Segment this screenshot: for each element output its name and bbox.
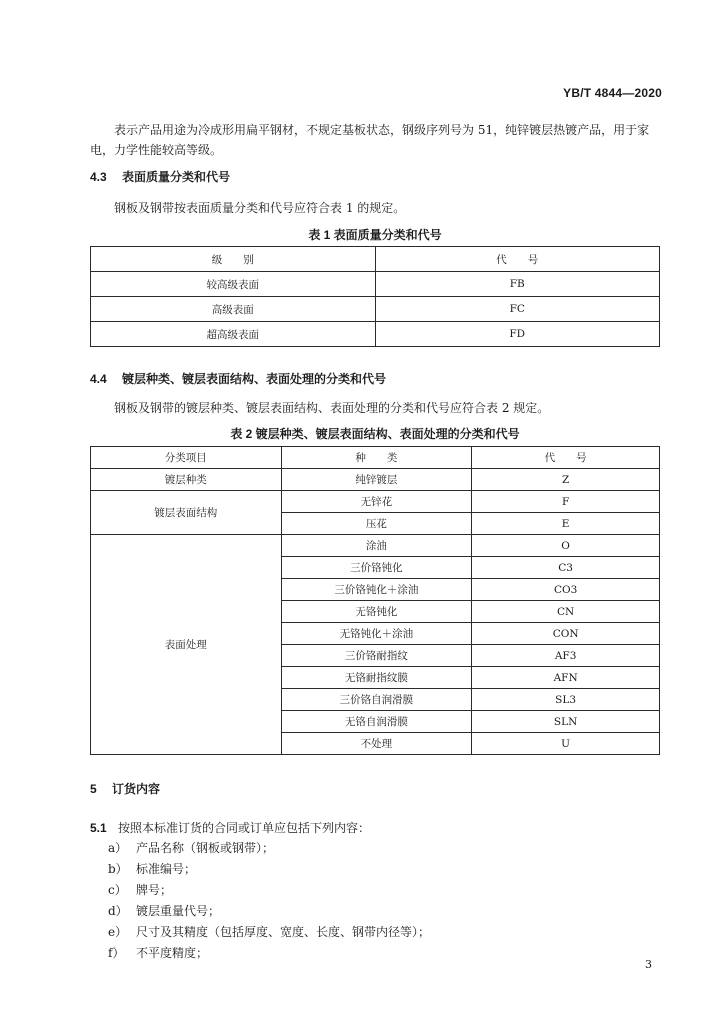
code-cell: U: [472, 733, 660, 755]
type-cell: 压花: [281, 513, 472, 535]
code-cell: Z: [472, 469, 660, 491]
table-2-caption: 表 2 镀层种类、镀层表面结构、表面处理的分类和代号: [230, 427, 520, 441]
code-cell: CN: [472, 601, 660, 623]
section-number: 5.1: [90, 821, 107, 835]
code-cell: C3: [472, 557, 660, 579]
section-5-heading: [90, 780, 160, 797]
section-5-1-body: 按照本标准订货的合同或订单应包括下列内容：: [118, 821, 371, 835]
table-row: [91, 322, 660, 347]
list-marker: e）: [108, 925, 128, 939]
table-header-row: [91, 447, 660, 469]
list-marker: b）: [108, 862, 128, 876]
code-cell: FB: [375, 272, 660, 297]
grade-cell: 超高级表面: [91, 322, 376, 347]
list-item: [108, 838, 430, 859]
section-4-3-heading: [90, 168, 230, 185]
section-title: 镀层种类、镀层表面结构、表面处理的分类和代号: [122, 372, 387, 386]
table-2: [90, 446, 660, 755]
header-cell: 级 别: [91, 247, 376, 272]
table-row: [91, 491, 660, 513]
grade-cell: 较高级表面: [91, 272, 376, 297]
type-cell: 无铬钝化: [281, 601, 472, 623]
table-row: [91, 535, 660, 557]
type-cell: 三价铬钝化＋涂油: [281, 579, 472, 601]
header-cell: 代 号: [472, 447, 660, 469]
intro-paragraph: 表示产品用途为冷成形用扁平钢材，不规定基板状态，钢级序列号为 51，纯锌镀层热镀产品，用于家电，力学性能较高等级。: [90, 123, 650, 157]
type-cell: 三价铬自润滑膜: [281, 689, 472, 711]
section-title: 表面质量分类和代号: [122, 170, 231, 184]
code-cell: AFN: [472, 667, 660, 689]
header-cell: 种 类: [281, 447, 472, 469]
type-cell: 无铬钝化＋涂油: [281, 623, 472, 645]
table-row: [91, 469, 660, 491]
grade-cell: 高级表面: [91, 297, 376, 322]
list-item: [108, 901, 430, 922]
table-header-row: [91, 247, 660, 272]
list-text: 尺寸及其精度（包括厚度、宽度、长度、钢带内径等）；: [136, 925, 431, 939]
list-item: [108, 922, 430, 943]
type-cell: 不处理: [281, 733, 472, 755]
type-cell: 无铬自润滑膜: [281, 711, 472, 733]
list-item: [108, 859, 430, 880]
list-text: 牌号；: [136, 883, 173, 897]
section-4-3-body: 钢板及钢带按表面质量分类和代号应符合表 1 的规定。: [114, 201, 406, 215]
category-cell: 镀层表面结构: [91, 491, 282, 535]
table-1: [90, 246, 660, 347]
code-cell: CON: [472, 623, 660, 645]
code-cell: E: [472, 513, 660, 535]
type-cell: 三价铬耐指纹: [281, 645, 472, 667]
type-cell: 三价铬钝化: [281, 557, 472, 579]
code-cell: FC: [375, 297, 660, 322]
category-cell: 表面处理: [91, 535, 282, 755]
category-cell: 镀层种类: [91, 469, 282, 491]
section-5-1-line: [90, 819, 370, 836]
order-content-list: [108, 838, 430, 964]
type-cell: 涂油: [281, 535, 472, 557]
list-text: 镀层重量代号；: [136, 904, 221, 918]
type-cell: 无铬耐指纹膜: [281, 667, 472, 689]
type-cell: 纯锌镀层: [281, 469, 472, 491]
list-text: 不平度精度；: [136, 946, 209, 960]
list-marker: f）: [108, 946, 125, 960]
code-cell: AF3: [472, 645, 660, 667]
list-marker: a）: [108, 841, 128, 855]
section-number: 4.3: [90, 170, 107, 184]
section-number: 5: [90, 782, 97, 796]
section-title: 订货内容: [112, 782, 161, 796]
table-row: [91, 272, 660, 297]
list-item: [108, 943, 430, 964]
page-number: 3: [645, 958, 652, 971]
code-cell: F: [472, 491, 660, 513]
header-cell: 代 号: [375, 247, 660, 272]
list-text: 标准编号；: [136, 862, 197, 876]
section-4-4-body: 钢板及钢带的镀层种类、镀层表面结构、表面处理的分类和代号应符合表 2 规定。: [114, 401, 550, 415]
section-4-4-heading: [90, 370, 386, 387]
list-marker: d）: [108, 904, 128, 918]
code-cell: CO3: [472, 579, 660, 601]
table-row: [91, 297, 660, 322]
section-number: 4.4: [90, 372, 107, 386]
document-id: YB/T 4844—2020: [563, 86, 662, 100]
header-cell: 分类项目: [91, 447, 282, 469]
code-cell: SL3: [472, 689, 660, 711]
list-marker: c）: [108, 883, 127, 897]
code-cell: O: [472, 535, 660, 557]
table-1-caption: 表 1 表面质量分类和代号: [308, 228, 442, 242]
list-item: [108, 880, 430, 901]
code-cell: SLN: [472, 711, 660, 733]
code-cell: FD: [375, 322, 660, 347]
type-cell: 无锌花: [281, 491, 472, 513]
list-text: 产品名称（钢板或钢带）；: [136, 841, 275, 855]
